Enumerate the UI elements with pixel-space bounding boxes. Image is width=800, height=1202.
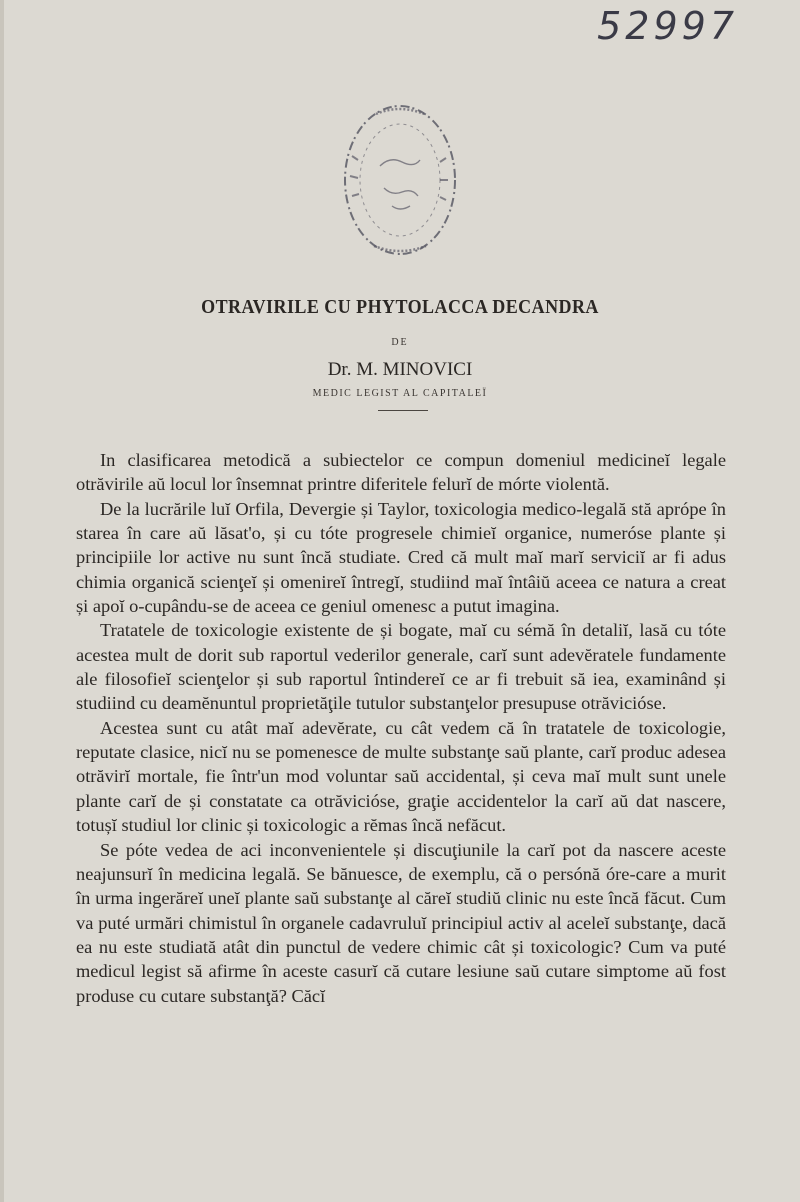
title-divider [378, 410, 428, 411]
article-title: OTRAVIRILE CU PHYTOLACCA DECANDRA [201, 296, 599, 318]
library-stamp-icon [336, 96, 466, 266]
paragraph: Tratatele de toxicologie existente de și bogate, maĭ cu sémă în detaliĭ, lasă cu tóte acestea mult de dorit sub raportul vederilor generale, carĭ sunt adevĕratele fundamente ale filosofieĭ scienţelor și sub raportul întindereĭ ce ar fi trebuit să iea, examinând și studiind cu deamĕnuntul proprietăţile tutulor substanţelor presupuse otrăvicióse. [76, 620, 726, 714]
author-name: Dr. M. MINOVICI [327, 359, 473, 380]
byline-de: DE [391, 337, 409, 348]
author-role: MEDIC LEGIST AL CAPITALEÏ [312, 388, 488, 399]
paragraph: In clasificarea metodică a subiectelor ce compun domeniul medicineĭ legale otrăvirile aŭ locul lor însemnat printre diferitele felurĭ de mórte violentă. [76, 450, 726, 495]
paragraph: Acestea sunt cu atât maĭ adevĕrate, cu cât vedem că în tratatele de toxicologie, reputate clasice, nicĭ nu se pomenesce de multe substanţe saŭ plante, carĭ produc adesea otrăvirĭ mortale, fie într'un mod voluntar saŭ accidental, și ceva maĭ mult sunt unele plante carĭ de și constatate ca otrăvicióse, graţie accidentelor la carĭ aŭ dat nascere, totușĭ studiul lor clinic și toxicologic a rĕmas încă nefăcut. [76, 717, 726, 836]
page-edge [0, 0, 4, 1202]
paragraph: Se póte vedea de aci inconvenientele și discuţiunile la carĭ pot da nascere aceste neajunsurĭ în medicina legală. Se bănuesce, de exemplu, că o persónă óre-care a murit în urma ingerăreĭ uneĭ plante saŭ substanţe al căreĭ studiŭ clinic nu este încă făcut. Cum va puté urmări chimistul în organele cadavruluĭ principiul activ al aceleĭ substanţe, dacă ea nu este studiată atât din punctul de vedere chimic cât și toxicologic? Cum va puté medicul legist să afirme în aceste casurĭ că cutare lesiune saŭ cutare simptome aŭ fost produse cu cutare substanţă? Căcĭ [76, 839, 726, 1006]
paragraph: De la lucrările luĭ Orfila, Devergie și Taylor, toxicologia medico-legală stă aprópe în starea în care aŭ lăsat'o, și cu tóte progresele chimieĭ organice, numeróse plante și principiile lor active nu sunt încă studiate. Cred că mult maĭ marĭ serviciĭ ar fi adus chimia organică scienţeĭ și omenireĭ întregĭ, studiind maĭ întâiŭ aceea ce natura a creat și apoĭ o-cupându-se de aceea ce geniul omenesc a putut imagina. [76, 498, 726, 617]
article-body [76, 448, 726, 1008]
shelfmark-number: 52997 [597, 4, 738, 48]
